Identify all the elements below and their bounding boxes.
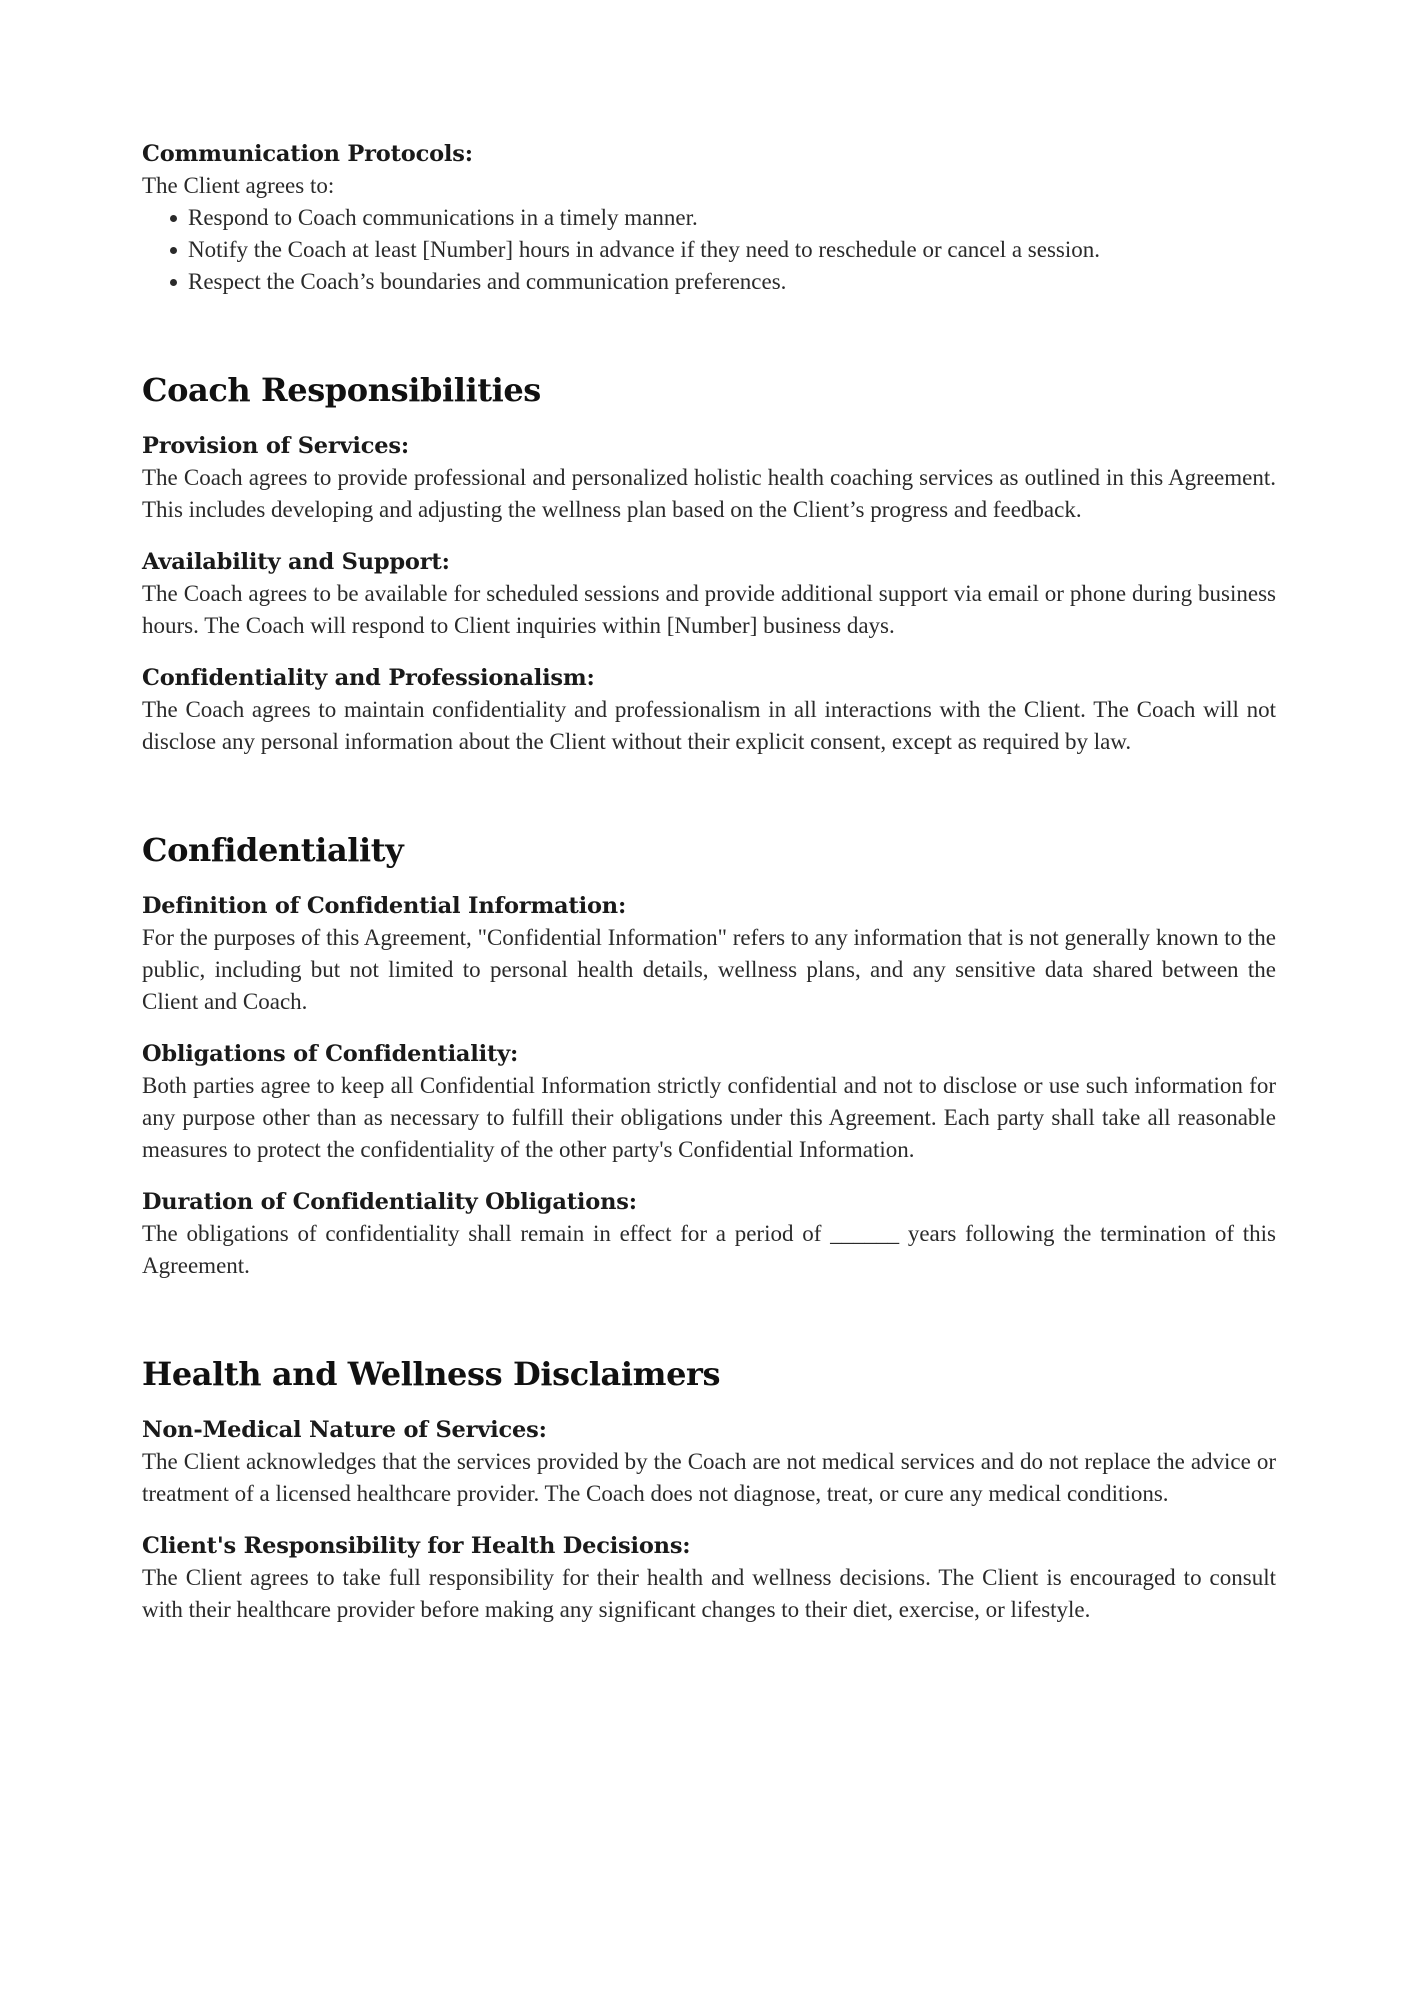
clause-text: For the purposes of this Agreement, "Confidential Information" refers to any information that is not generally known to the public, including but not limited to personal health details, wellness plans, and any sensitive data shared between the Client and Coach. xyxy=(142,925,1276,1014)
clause-heading: Obligations of Confidentiality: xyxy=(142,1041,519,1067)
clause-text: The Coach agrees to be available for scheduled sessions and provide additional support via email or phone during business hours. The Coach will respond to Client inquiries within [Number] business days. xyxy=(142,581,1276,638)
clause xyxy=(142,430,1276,526)
section-title: Coach Responsibilities xyxy=(142,371,541,409)
clause xyxy=(142,1530,1276,1626)
clause-text: The Client acknowledges that the services provided by the Coach are not medical services and do not replace the advice or treatment of a licensed healthcare provider. The Coach does not diagnose, treat, or cure any medical conditions. xyxy=(142,1449,1276,1506)
clause-heading: Non-Medical Nature of Services: xyxy=(142,1417,547,1443)
clause xyxy=(142,662,1276,758)
clause xyxy=(142,890,1276,1018)
bullet-icon xyxy=(170,247,177,254)
section-confidentiality xyxy=(142,828,1276,1282)
clause xyxy=(142,1414,1276,1510)
list-item-text: Respect the Coach’s boundaries and communication preferences. xyxy=(188,269,787,294)
list-item-text: Notify the Coach at least [Number] hours in advance if they need to reschedule or cancel a session. xyxy=(188,237,1101,262)
clause-text: Both parties agree to keep all Confidential Information strictly confidential and not to disclose or use such information for any purpose other than as necessary to fulfill their obligations under this Agreement. Each party shall take all reasonable measures to protect the confidentiality of the other party's Confidential Information. xyxy=(142,1073,1276,1162)
list-item xyxy=(170,234,1276,266)
clause-heading: Duration of Confidentiality Obligations: xyxy=(142,1189,637,1215)
section-title: Confidentiality xyxy=(142,831,404,869)
communication-protocols-lead: The Client agrees to: xyxy=(142,173,335,198)
clause-heading: Confidentiality and Professionalism: xyxy=(142,665,595,691)
clause xyxy=(142,1186,1276,1282)
clause-heading: Client's Responsibility for Health Decisions: xyxy=(142,1533,691,1559)
bullet-icon xyxy=(170,215,177,222)
clause-text: The obligations of confidentiality shall remain in effect for a period of ______ years following the termination of this Agreement. xyxy=(142,1221,1276,1278)
clause xyxy=(142,1038,1276,1166)
clause-heading: Availability and Support: xyxy=(142,549,450,575)
clause-text: The Coach agrees to provide professional and personalized holistic health coaching services as outlined in this Agreement. This includes developing and adjusting the wellness plan based on the Client’s progress and feedback. xyxy=(142,465,1276,522)
clause-text: The Coach agrees to maintain confidentiality and professionalism in all interactions with the Client. The Coach will not disclose any personal information about the Client without their explicit consent, except as required by law. xyxy=(142,697,1276,754)
document-page xyxy=(142,138,1276,1626)
list-item xyxy=(170,266,1276,298)
clause xyxy=(142,546,1276,642)
list-item-text: Respond to Coach communications in a timely manner. xyxy=(188,205,698,230)
communication-protocols xyxy=(142,138,1276,298)
bullet-icon xyxy=(170,279,177,286)
clause-heading: Definition of Confidential Information: xyxy=(142,893,627,919)
section-title: Health and Wellness Disclaimers xyxy=(142,1355,721,1393)
section-health-wellness-disclaimers xyxy=(142,1352,1276,1626)
communication-protocols-heading: Communication Protocols: xyxy=(142,141,473,167)
communication-protocols-list xyxy=(142,202,1276,298)
clause-heading: Provision of Services: xyxy=(142,433,409,459)
section-coach-responsibilities xyxy=(142,368,1276,758)
list-item xyxy=(170,202,1276,234)
clause-text: The Client agrees to take full responsibility for their health and wellness decisions. The Client is encouraged to consult with their healthcare provider before making any significant changes to their diet, exercise, or lifestyle. xyxy=(142,1565,1276,1622)
